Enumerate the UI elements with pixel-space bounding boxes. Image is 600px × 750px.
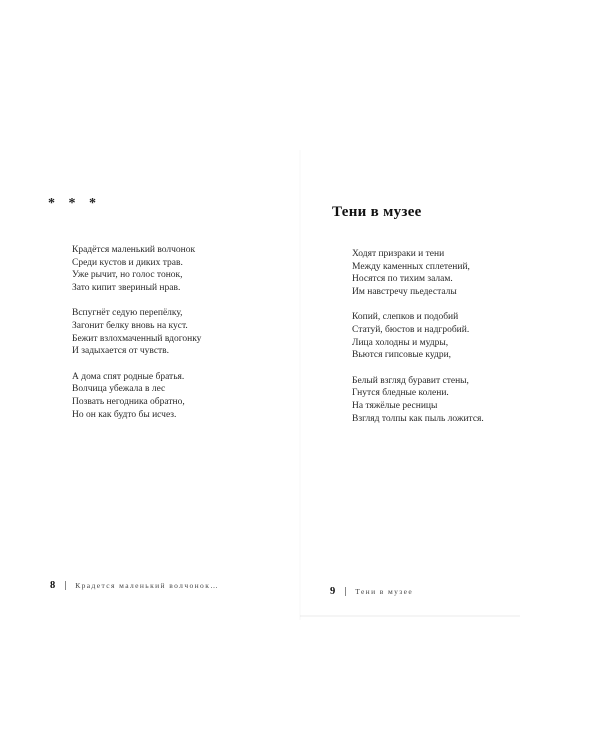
poem-line: Загонит белку вновь на куст. [72,320,188,331]
poem-line: Зато кипит звериный нрав. [72,282,181,293]
poem-line: Бежит взлохмаченный вдогонку [72,333,202,344]
poem-line: Волчица убежала в лес [72,384,166,395]
poem-line: Между каменных сплетений, [352,261,470,272]
stanza [352,248,582,298]
poem-line: Вспугнёт седую перепёлку, [72,308,183,319]
poem-line: Крадётся маленький волчонок [72,245,196,255]
poem-line: На тяжёлые ресницы [352,400,438,411]
poem-line: Уже рычит, но голос тонок, [72,270,183,281]
right-page [300,0,600,750]
poem-line: И задыхается от чувств. [72,346,170,357]
poem-line: Статуй, бюстов и надгробий. [352,324,470,335]
page-number: 8 [50,580,56,591]
poem-line: Белый взгляд буравит стены, [352,375,469,386]
stanza [72,244,292,294]
poem-line: Позвать негодника обратно, [72,396,185,407]
poem-line: Им навстречу пьедесталы [352,286,457,297]
poem-title: Тени в музее [332,204,422,220]
poem-line: Носятся по тихим залам. [352,274,453,285]
poem-line: Ходят призраки и тени [352,249,445,259]
stanza [352,375,582,425]
page-number: 9 [330,586,336,597]
poem-line: Но он как будто бы исчез. [72,409,177,420]
running-title: Тени в музее [355,587,414,596]
stanza [72,307,292,357]
stanza [352,311,582,361]
poem-line: Копий, слепков и подобий [352,312,459,323]
footer-divider [65,581,66,590]
poem-line: Лица холодны и мудры, [352,337,449,348]
footer-divider [345,587,346,596]
page-footer-left [50,580,219,591]
poem-body-right [352,248,582,438]
poem-line: А дома спят родные братья. [72,371,185,382]
page-footer-right [330,586,413,597]
running-title: Крадется маленький волчонок… [75,581,220,590]
stanza [72,371,292,421]
poem-line: Взгляд толпы как пыль ложится. [352,413,484,424]
poem-line: Среди кустов и диких трав. [72,257,183,268]
asterism-ornament: * * * [48,196,101,211]
poem-line: Вьются гипсовые кудри, [352,350,452,361]
poem-body-left [72,244,292,434]
poem-line: Гнутся бледные колени. [352,388,449,399]
